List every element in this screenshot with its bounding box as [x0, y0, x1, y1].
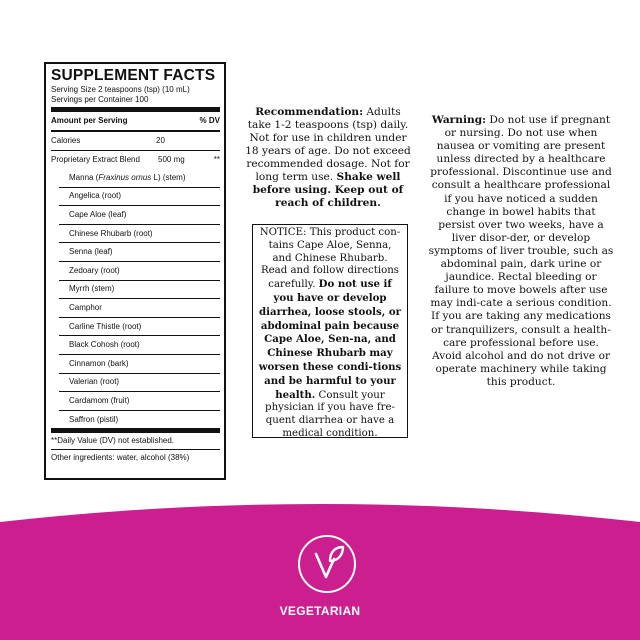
vegetarian-leaf-icon [298, 535, 356, 593]
ingredient-item: Senna (leaf) [59, 242, 220, 261]
manna-latin-name: Fraxinus ornus [98, 172, 152, 182]
ingredient-manna [59, 169, 220, 187]
recommendation-text [242, 106, 414, 210]
blend-dv: ** [213, 155, 220, 164]
ingredient-item: Chinese Rhubarb (root) [59, 224, 220, 243]
manna-prefix: Manna ( [69, 172, 99, 182]
blend-label: Proprietary Extract Blend [51, 155, 140, 164]
ingredient-item: Angelica (root) [59, 187, 220, 206]
vegetarian-label: VEGETARIAN [279, 604, 361, 618]
notice-intro: NOTICE: This product con-tains Cape Aloe, Senna, and Chinese Rhubarb. Read and follow directions carefully. [259, 227, 401, 291]
notice-outro: Consult your physician if you have fre-quent diarrhea or have a medical condition. [265, 389, 395, 439]
ingredient-item: Saffron (pistil) [59, 410, 220, 429]
dv-note: **Daily Value (DV) not established. [51, 436, 175, 446]
facts-title: SUPPLEMENT FACTS [51, 67, 216, 84]
ingredient-item: Cape Aloe (leaf) [59, 205, 220, 224]
recommendation-bold: Shake well before using. Keep out of reach of children. [252, 171, 404, 209]
ingredient-item: Camphor [59, 298, 220, 317]
ingredient-item: Cinnamon (bark) [59, 354, 220, 373]
ingredient-item: Black Cohosh (root) [59, 335, 220, 354]
warning-label: Warning: [431, 114, 487, 126]
ingredient-item: Myrrh (stem) [59, 280, 220, 299]
supplement-facts-panel [44, 62, 226, 480]
recommendation-label: Recommendation: [255, 106, 364, 118]
recommendation-body: Adults take 1-2 teaspoons (tsp) daily. Not for use in children under 18 years of age. Do not exceed recommended dosage. Not for long term use. [245, 106, 411, 183]
band-curve [0, 500, 640, 540]
warning-body: Do not use if pregnant or nursing. Do not use when nausea or vomiting are present unless directed by a healthcare professional. Discontinue use and consult a healthcare professional if you have noticed a sudden change in bowel habits that persist over two weeks, have a liver disor-der, or develop symptoms of liver trouble, such as abdominal pain, dark urine or jaundice. Rectal bleeding or failure to move bowels after use may indi-cate a serious condition. If you are taking any medications or tranquilizers, consult a health-care professional before use. Avoid alcohol and do not drive or operate machinery while taking this product. [428, 114, 614, 388]
ingredient-item: Carline Thistle (root) [59, 317, 220, 336]
ingredient-item: Valerian (root) [59, 373, 220, 392]
amount-header-row [51, 112, 220, 130]
ingredient-list [51, 169, 220, 428]
calories-row [51, 132, 220, 150]
notice-bold: Do not use if you have or develop diarrhea, loose stools, or abdominal pain because Cape Aloe, Sen-na, and Chinese Rhubarb may worsen these condi-tions and be harmful to your health. [258, 278, 402, 401]
calories-value: 20 [156, 136, 165, 145]
ingredient-item: Cardamom (fruit) [59, 391, 220, 410]
ingredient-item: Zedoary (root) [59, 261, 220, 280]
dv-header: % DV [199, 116, 220, 125]
warning-text [428, 114, 614, 389]
amount-header: Amount per Serving [51, 116, 128, 125]
other-ingredients: Other ingredients: water, alcohol (38%) [51, 453, 190, 463]
calories-label: Calories [51, 136, 81, 145]
manna-suffix: L) (stem) [151, 172, 186, 182]
blend-row [51, 151, 220, 169]
servings-per-container: Servings per Container 100 [51, 95, 149, 104]
serving-size: Serving Size 2 teaspoons (tsp) (10 mL) [51, 85, 190, 94]
notice-box [252, 224, 408, 438]
blend-amount: 500 mg [158, 155, 185, 164]
